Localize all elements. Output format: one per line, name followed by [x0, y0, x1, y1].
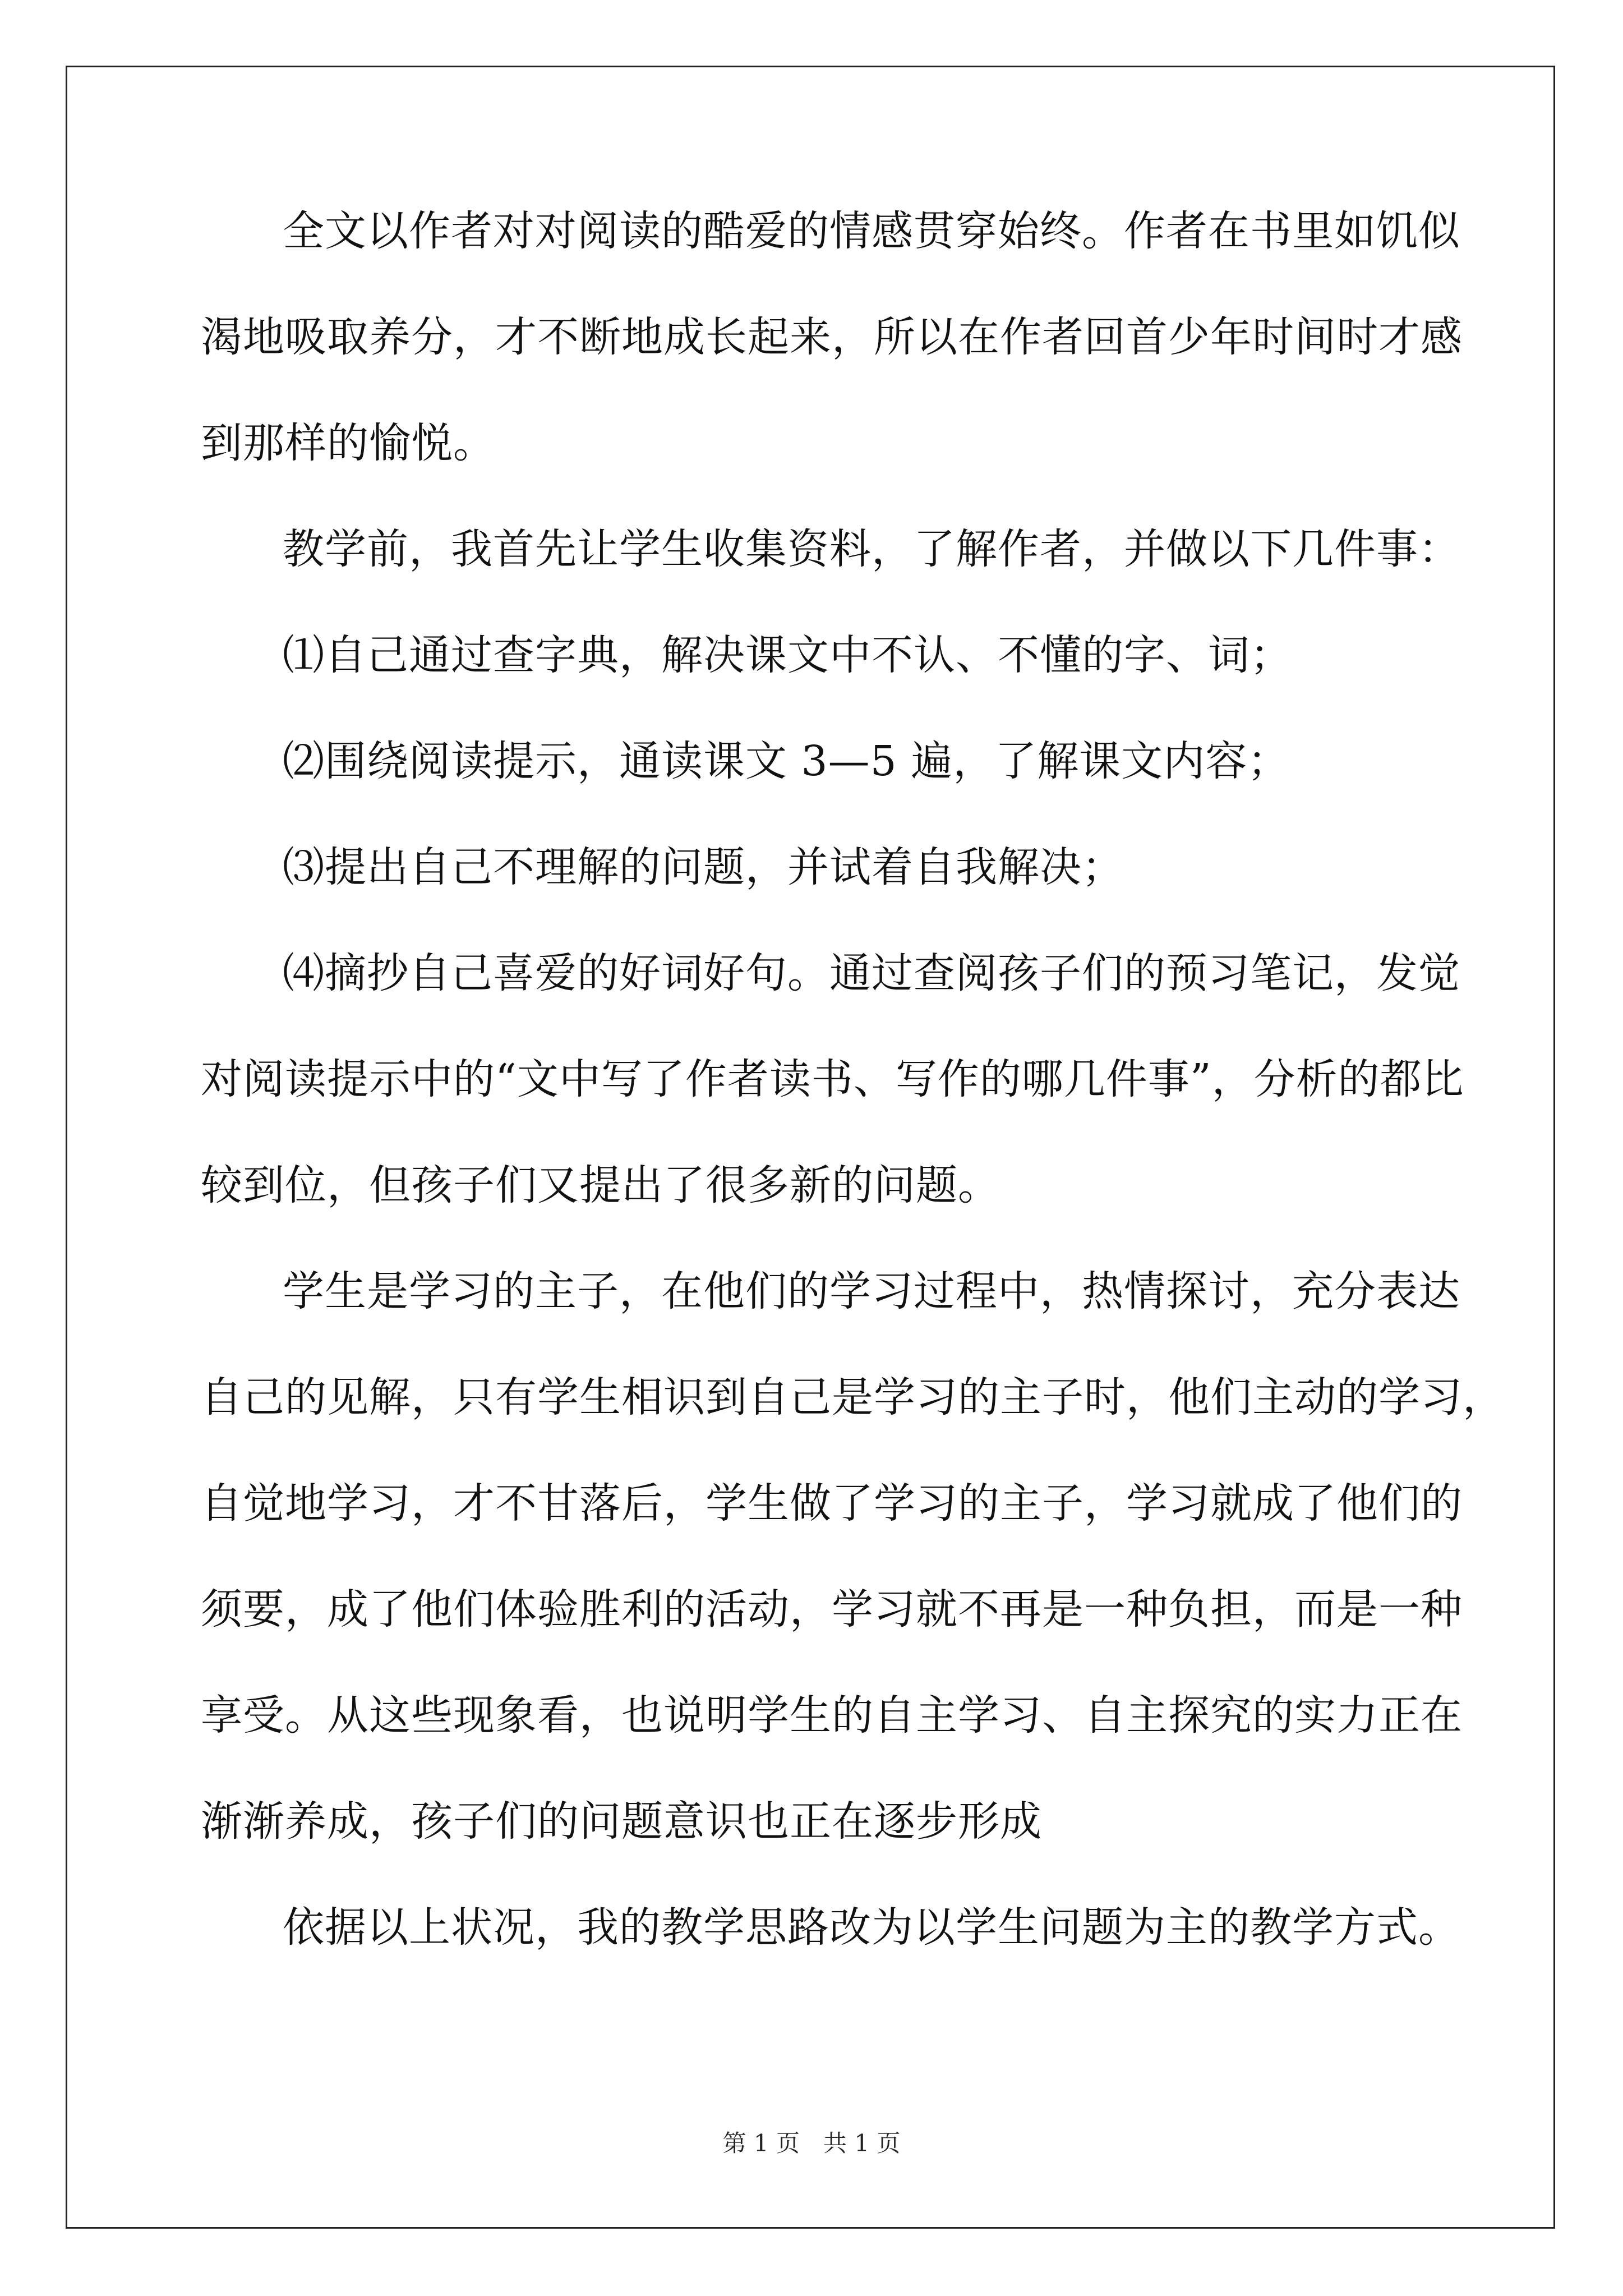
paragraph-line: 享受。从这些现象看，也说明学生的自主学习、自主探究的实力正在	[201, 1691, 1463, 1740]
paragraph-line: 渴地吸取养分，才不断地成长起来，所以在作者回首少年时间时才感	[201, 313, 1463, 361]
paragraph-line: 渐渐养成，孩子们的问题意识也正在逐步形成	[201, 1797, 1042, 1846]
list-item: ⑵围绕阅读提示，通读课文 3—5 遍，了解课文内容；	[283, 737, 1290, 785]
paragraph-line: 依据以上状况，我的教学思路改为以学生问题为主的教学方式。	[283, 1903, 1460, 1952]
paragraph-line: 自觉地学习，才不甘落后，学生做了学习的主子，学习就成了他们的	[201, 1479, 1463, 1527]
paragraph-line: 须要，成了他们体验胜利的活动，学习就不再是一种负担，而是一种	[201, 1585, 1463, 1634]
paragraph-line: 对阅读提示中的“文中写了作者读书、写作的哪几件事”，分析的都比	[201, 1055, 1464, 1103]
list-item: ⑷摘抄自己喜爱的好词好句。通过查阅孩子们的预习笔记，发觉	[283, 949, 1460, 997]
paragraph-line: 较到位，但孩子们又提出了很多新的问题。	[201, 1161, 1000, 1209]
list-item: ⑶提出自己不理解的问题，并试着自我解决；	[283, 843, 1124, 891]
paragraph-line: 全文以作者对对阅读的酷爱的情感贯穿始终。作者在书里如饥似	[283, 207, 1460, 255]
paragraph-line: 到那样的愉悦。	[201, 419, 495, 467]
paragraph-line: 教学前，我首先让学生收集资料，了解作者，并做以下几件事：	[283, 525, 1460, 573]
list-item: ⑴自己通过查字典，解决课文中不认、不懂的字、词；	[283, 631, 1292, 679]
paragraph-line: 自己的见解，只有学生相识到自己是学习的主子时，他们主动的学习，	[201, 1373, 1505, 1421]
page-number-footer: 第 1 页 共 1 页	[722, 2129, 901, 2157]
paragraph-line: 学生是学习的主子，在他们的学习过程中，热情探讨，充分表达	[283, 1267, 1460, 1315]
